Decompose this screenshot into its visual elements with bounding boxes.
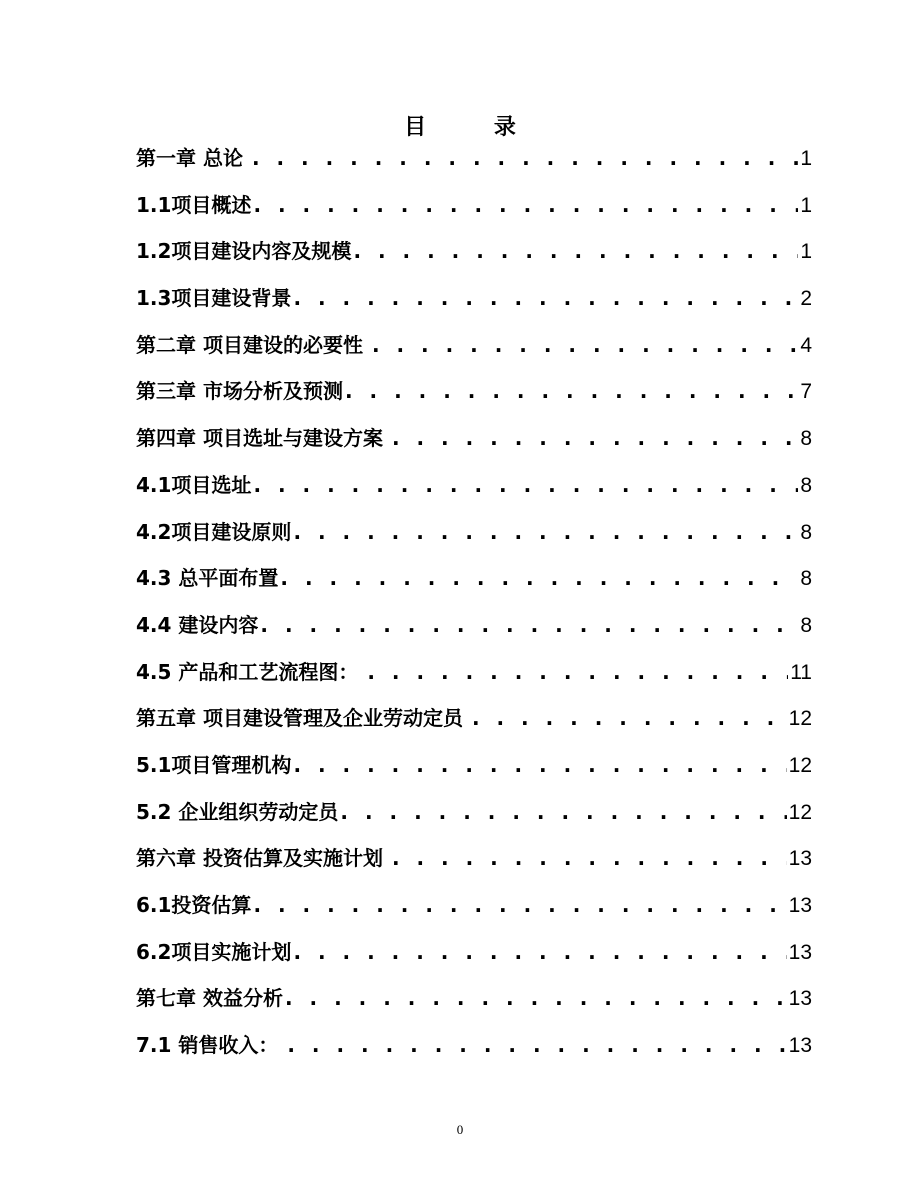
toc-leader-dots [345, 371, 798, 411]
toc-leader-dots [253, 885, 786, 925]
toc-entry-page: 12 [788, 753, 812, 777]
toc-entry-label: 第七章 效益分析 [136, 986, 283, 1011]
toc-entry-page: 8 [800, 520, 812, 544]
toc-entry[interactable] [136, 652, 812, 699]
toc-entry-label: 第五章 项目建设管理及企业劳动定员 [136, 706, 470, 731]
toc-entry-page: 13 [788, 940, 812, 964]
toc-leader-dots [372, 325, 798, 365]
toc-entry-label: 4.4 建设内容 [136, 612, 259, 637]
toc-entry[interactable] [136, 231, 812, 278]
toc-entry[interactable] [136, 932, 812, 979]
toc-entry-page: 12 [788, 800, 812, 824]
toc-entry[interactable] [136, 138, 812, 185]
toc-entry-label: 第一章 总论 [136, 146, 250, 170]
toc-entry-label: 4.5 产品和工艺流程图： [136, 659, 366, 684]
toc-entry-label: 6.1投资估算 [136, 893, 252, 917]
toc-leader-dots [392, 838, 787, 878]
toc-entry-label: 第四章 项目选址与建设方案 [136, 426, 390, 451]
toc-entry-label: 6.2项目实施计划 [136, 939, 292, 964]
toc-entry[interactable] [136, 278, 812, 325]
toc-leader-dots [392, 418, 798, 458]
toc-entry[interactable] [136, 558, 812, 605]
toc-leader-dots [293, 278, 798, 318]
toc-entry[interactable] [136, 512, 812, 559]
toc-entry-label: 1.3项目建设背景 [136, 286, 292, 311]
toc-entry[interactable] [136, 185, 812, 232]
page-number: 0 [456, 1122, 464, 1137]
toc-entry-label: 4.1项目选址 [136, 472, 252, 497]
toc-entry-page: 4 [800, 333, 812, 357]
toc-entry-label: 第三章 市场分析及预测 [136, 379, 343, 404]
toc-entry-label: 1.2项目建设内容及规模 [136, 239, 352, 264]
toc-entry-label: 5.2 企业组织劳动定员 [136, 799, 339, 824]
toc-leader-dots [367, 652, 788, 692]
toc-entry[interactable] [136, 978, 812, 1025]
toc-entry[interactable] [136, 418, 812, 465]
toc-leader-dots [293, 932, 786, 972]
table-of-contents [136, 138, 812, 1072]
toc-entry-page: 11 [790, 660, 812, 684]
toc-entry-label: 4.3 总平面布置 [136, 566, 279, 591]
toc-entry-page: 1 [800, 193, 812, 217]
toc-entry-page: 1 [800, 240, 812, 264]
toc-leader-dots [340, 792, 786, 832]
toc-entry-page: 8 [800, 567, 812, 591]
toc-entry-page: 1 [800, 147, 812, 170]
toc-entry[interactable] [136, 465, 812, 512]
toc-entry-label: 7.1 销售收入： [136, 1033, 286, 1058]
toc-entry-page: 13 [788, 894, 812, 917]
toc-leader-dots [280, 558, 798, 598]
toc-entry-page: 2 [800, 287, 812, 311]
toc-entry[interactable] [136, 325, 812, 372]
toc-leader-dots [253, 465, 798, 505]
toc-entry-page: 13 [788, 987, 812, 1011]
toc-entry[interactable] [136, 745, 812, 792]
toc-entry[interactable] [136, 371, 812, 418]
toc-leader-dots [293, 512, 798, 552]
toc-entry[interactable] [136, 838, 812, 885]
toc-leader-dots [253, 185, 798, 225]
toc-leader-dots [293, 745, 786, 785]
toc-entry-label: 4.2项目建设原则 [136, 519, 292, 544]
toc-entry-page: 8 [800, 473, 812, 497]
toc-entry-page: 7 [800, 380, 812, 404]
toc-entry[interactable] [136, 792, 812, 839]
toc-leader-dots [260, 605, 798, 645]
toc-leader-dots [285, 978, 787, 1018]
toc-entry-page: 12 [788, 707, 812, 731]
toc-entry-page: 8 [800, 427, 812, 451]
toc-entry-page: 13 [788, 1034, 812, 1058]
toc-entry[interactable] [136, 885, 812, 932]
toc-entry-label: 1.1项目概述 [136, 192, 252, 217]
toc-entry[interactable] [136, 1025, 812, 1072]
toc-leader-dots [353, 231, 798, 271]
toc-entry-page: 8 [800, 613, 812, 637]
toc-entry[interactable] [136, 605, 812, 652]
toc-entry[interactable] [136, 698, 812, 745]
toc-title: 目 录 [404, 115, 546, 140]
toc-leader-dots [472, 698, 787, 738]
toc-leader-dots [287, 1025, 786, 1065]
toc-entry-label: 5.1项目管理机构 [136, 752, 292, 777]
toc-entry-label: 第二章 项目建设的必要性 [136, 332, 370, 357]
toc-leader-dots [252, 138, 798, 178]
toc-entry-label: 第六章 投资估算及实施计划 [136, 846, 390, 871]
toc-entry-page: 13 [788, 847, 812, 871]
